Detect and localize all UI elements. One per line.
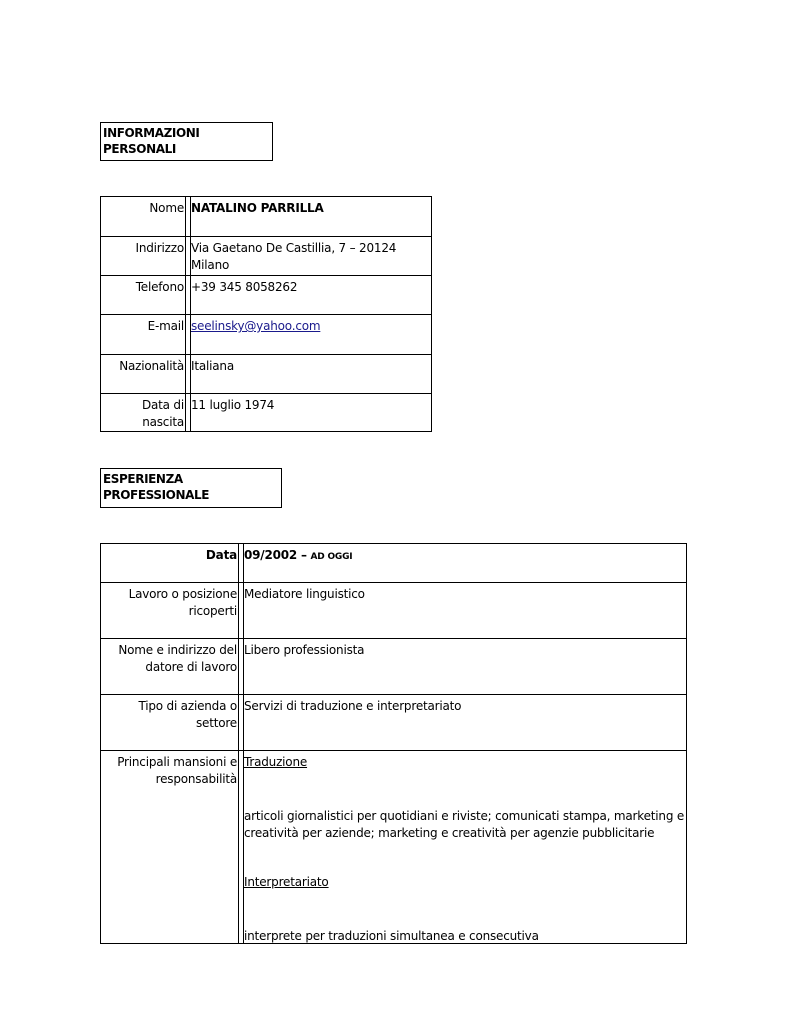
nationality-value: Italiana	[191, 359, 234, 373]
date-value	[244, 544, 352, 566]
duties-text-translation	[244, 808, 684, 842]
employer-label-line2: datore di lavoro	[145, 660, 237, 674]
duties-label	[101, 751, 237, 788]
email-label: E-mail	[147, 319, 184, 333]
phone-value: +39 345 8058262	[191, 280, 298, 294]
table-row	[101, 197, 431, 236]
duties-heading-interpreting: Interpretariato	[244, 875, 329, 889]
table-row	[101, 275, 431, 314]
table-row	[101, 236, 431, 275]
nationality-label: Nazionalità	[119, 359, 184, 373]
phone-label: Telefono	[135, 280, 184, 294]
section-title-experience	[100, 468, 282, 508]
sector-label-line2: settore	[195, 716, 237, 730]
sector-value: Servizi di traduzione e interpretariato	[244, 699, 462, 713]
date-value-small: AD OGGI	[310, 552, 353, 562]
table-row	[101, 544, 686, 582]
email-link[interactable]: seelinsky@yahoo.com	[191, 319, 321, 333]
address-label: Indirizzo	[135, 241, 184, 255]
duties-text-interpreting: interprete per traduzioni simultanea e consecutiva	[244, 929, 539, 943]
table-row	[101, 750, 686, 944]
duties-text-translation-line1: articoli giornalistici per quotidiani e riviste; comunicati stampa, marketing e	[244, 809, 685, 823]
section-title-text: ESPERIENZA PROFESSIONALE	[103, 472, 210, 502]
table-row	[101, 638, 686, 694]
birthdate-label: Data di nascita	[141, 398, 184, 429]
table-row	[101, 694, 686, 750]
name-value: NATALINO PARRILLA	[191, 201, 324, 215]
table-row	[101, 354, 431, 393]
date-label: Data	[205, 548, 237, 562]
experience-table	[100, 543, 687, 944]
address-value: Via Gaetano De Castillia, 7 – 20124 Milano	[191, 241, 397, 272]
position-value: Mediatore linguistico	[244, 587, 365, 601]
personal-info-table	[100, 196, 432, 432]
position-label	[101, 583, 237, 620]
position-label-line1: Lavoro o posizione	[128, 587, 237, 601]
table-row	[101, 393, 431, 432]
position-label-line2: ricoperti	[188, 604, 237, 618]
section-title-text: INFORMAZIONI PERSONALI	[103, 126, 200, 156]
duties-heading-translation: Traduzione	[244, 755, 308, 769]
sector-label	[101, 695, 237, 732]
duties-label-line1: Principali mansioni e	[117, 755, 237, 769]
table-row	[101, 314, 431, 354]
table-row	[101, 582, 686, 638]
birthdate-value: 11 luglio 1974	[191, 398, 275, 412]
employer-label-line1: Nome e indirizzo del	[118, 643, 237, 657]
employer-value: Libero professionista	[244, 643, 365, 657]
date-value-main: 09/2002 –	[244, 548, 307, 562]
duties-text-translation-line2: creatività per aziende; marketing e creatività per agenzie pubblicitarie	[244, 826, 655, 840]
sector-label-line1: Tipo di azienda o	[138, 699, 237, 713]
name-label: Nome	[149, 201, 184, 215]
employer-label	[101, 639, 237, 676]
duties-label-line2: responsabilità	[155, 772, 237, 786]
section-title-personal-info	[100, 122, 273, 161]
